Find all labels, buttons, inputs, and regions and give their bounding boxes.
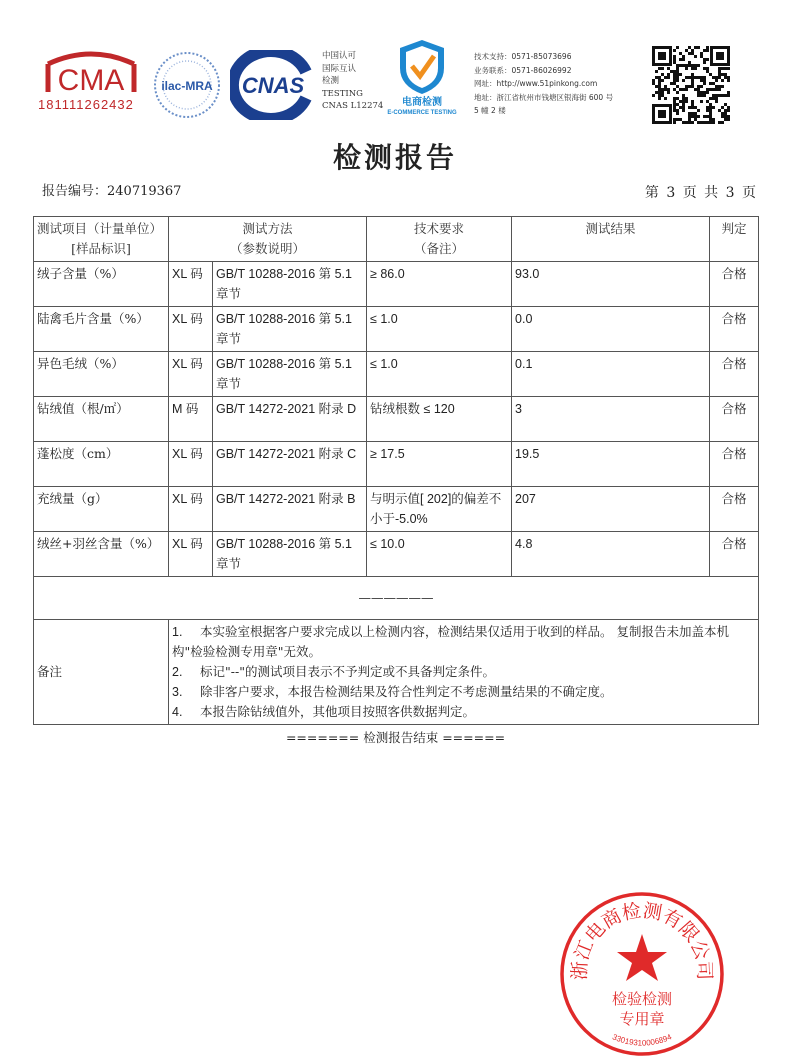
- row-method: GB/T 14272-2021 附录 C: [213, 442, 367, 487]
- row-verdict: 合格: [710, 352, 759, 397]
- row-verdict: 合格: [710, 487, 759, 532]
- report-body: [33, 216, 758, 747]
- contact-info: [474, 50, 613, 118]
- row-size: XL 码: [169, 487, 213, 532]
- cma-number: 181111262432: [38, 97, 134, 112]
- row-requirement: ≤ 1.0: [367, 307, 512, 352]
- header-verdict: 判定: [710, 217, 759, 262]
- table-row: [34, 307, 759, 352]
- seal-number: 3301931000689​4: [610, 1032, 674, 1048]
- svg-text:CMA: CMA: [57, 64, 125, 96]
- address: 地址：浙江省杭州市钱塘区银海街 600 号: [474, 92, 614, 102]
- row-verdict: 合格: [710, 307, 759, 352]
- row-result: 4.8: [512, 532, 710, 577]
- header-requirement: 技术要求 （备注）: [367, 217, 512, 262]
- notes-label: 备注: [34, 620, 169, 725]
- row-item: 蓬松度（cm）: [34, 442, 169, 487]
- ecommerce-cn: 电商检测: [402, 97, 442, 108]
- ilac-mra-logo: [152, 50, 222, 120]
- official-seal-stamp: [558, 890, 726, 1058]
- row-verdict: 合格: [710, 397, 759, 442]
- row-requirement: 与明示值[ 202]的偏差不小于-5.0%: [367, 487, 512, 532]
- row-result: 0.0: [512, 307, 710, 352]
- cnas-logo: [230, 50, 316, 120]
- svg-text:ilac-MRA: ilac-MRA: [161, 79, 213, 93]
- business-phone: 业务联系：0571-86026992: [474, 65, 572, 75]
- notes-row: [34, 620, 759, 725]
- note-item: 2. 标记"--"的测试项目表示不予判定或不具备判定条件。: [172, 664, 495, 679]
- row-verdict: 合格: [710, 442, 759, 487]
- row-item: 异色毛绒（%）: [34, 352, 169, 397]
- seal-company-name: 浙江电商检测有限公司: [568, 899, 716, 981]
- website: 网址：http://www.51pinkong.com: [474, 79, 598, 88]
- header-method: 测试方法 （参数说明）: [169, 217, 367, 262]
- header-result: 测试结果: [512, 217, 710, 262]
- row-verdict: 合格: [710, 532, 759, 577]
- row-result: 93.0: [512, 262, 710, 307]
- svg-text:CNAS: CNAS: [241, 73, 305, 98]
- report-number: [42, 180, 181, 199]
- notes-content: [169, 620, 759, 725]
- cnas-text-line: TESTING: [322, 88, 363, 99]
- seal-line1: 检验检测: [611, 990, 673, 1008]
- row-requirement: 钻绒根数 ≤ 120: [367, 397, 512, 442]
- row-result: 3: [512, 397, 710, 442]
- shield-check-icon: [392, 38, 452, 96]
- qr-code-icon: [652, 46, 730, 124]
- row-method: GB/T 14272-2021 附录 B: [213, 487, 367, 532]
- blank-row-line: ——————: [34, 577, 759, 620]
- row-result: 19.5: [512, 442, 710, 487]
- row-method: GB/T 10288-2016 第 5.1 章节: [213, 532, 367, 577]
- note-item: 1. 本实验室根据客户要求完成以上检测内容，检测结果仅适用于收到的样品。 复制报告未加盖本机构"检验检测专用章"无效。: [172, 624, 729, 659]
- header-item: 测试项目（计量单位） [样品标识]: [34, 217, 169, 262]
- row-requirement: ≥ 17.5: [367, 442, 512, 487]
- row-requirement: ≤ 10.0: [367, 532, 512, 577]
- ecommerce-en: E-COMMERCE TESTING: [387, 110, 457, 116]
- row-item: 陆禽毛片含量（%）: [34, 307, 169, 352]
- cma-logo: [38, 50, 144, 96]
- row-item: 绒子含量（%）: [34, 262, 169, 307]
- report-number-text: 报告编号：240719367: [42, 184, 182, 199]
- page-title: 检测报告: [332, 141, 457, 174]
- seal-line2: 专用章: [619, 1010, 665, 1028]
- cnas-accreditation-text: [322, 50, 383, 113]
- cnas-text-line: 中国认可: [322, 51, 357, 61]
- blank-row: [34, 577, 759, 620]
- row-item: 钻绒值（根/㎡）: [34, 397, 169, 442]
- row-item: 充绒量（g）: [34, 487, 169, 532]
- row-size: XL 码: [169, 352, 213, 397]
- row-method: GB/T 14272-2021 附录 D: [213, 397, 367, 442]
- row-item: 绒丝+羽丝含量（%）: [34, 532, 169, 577]
- table-row: [34, 352, 759, 397]
- row-size: XL 码: [169, 442, 213, 487]
- row-size: XL 码: [169, 532, 213, 577]
- note-item: 3. 除非客户要求，本报告检测结果及符合性判定不考虑测量结果的不确定度。: [172, 684, 613, 699]
- table-header-row: [34, 217, 759, 262]
- row-method: GB/T 10288-2016 第 5.1 章节: [213, 352, 367, 397]
- row-method: GB/T 10288-2016 第 5.1 章节: [213, 307, 367, 352]
- table-row: [34, 442, 759, 487]
- row-size: XL 码: [169, 262, 213, 307]
- row-requirement: ≥ 86.0: [367, 262, 512, 307]
- page-indicator: 第 3 页 共 3 页: [644, 185, 756, 201]
- row-result: 0.1: [512, 352, 710, 397]
- row-size: XL 码: [169, 307, 213, 352]
- tech-support-phone: 技术支持：0571-85073696: [474, 52, 572, 61]
- row-result: 207: [512, 487, 710, 532]
- star-icon: [617, 934, 667, 981]
- table-row: [34, 397, 759, 442]
- table-row: [34, 487, 759, 532]
- table-row: [34, 262, 759, 307]
- table-row: [34, 532, 759, 577]
- address-line2: 5 幢 2 楼: [474, 106, 506, 115]
- row-method: GB/T 10288-2016 第 5.1 章节: [213, 262, 367, 307]
- cnas-text-line: 检测: [322, 76, 340, 86]
- cnas-text-line: CNAS L12274: [322, 101, 384, 111]
- row-size: M 码: [169, 397, 213, 442]
- test-results-table: [33, 216, 759, 725]
- report-end-marker: ======= 检测报告结束 ======: [285, 730, 506, 745]
- row-verdict: 合格: [710, 262, 759, 307]
- ecommerce-testing-logo: [380, 97, 464, 117]
- cnas-text-line: 国际互认: [322, 63, 357, 74]
- row-requirement: ≤ 1.0: [367, 352, 512, 397]
- note-item: 4. 本报告除钻绒值外，其他项目按照客供数据判定。: [172, 704, 476, 719]
